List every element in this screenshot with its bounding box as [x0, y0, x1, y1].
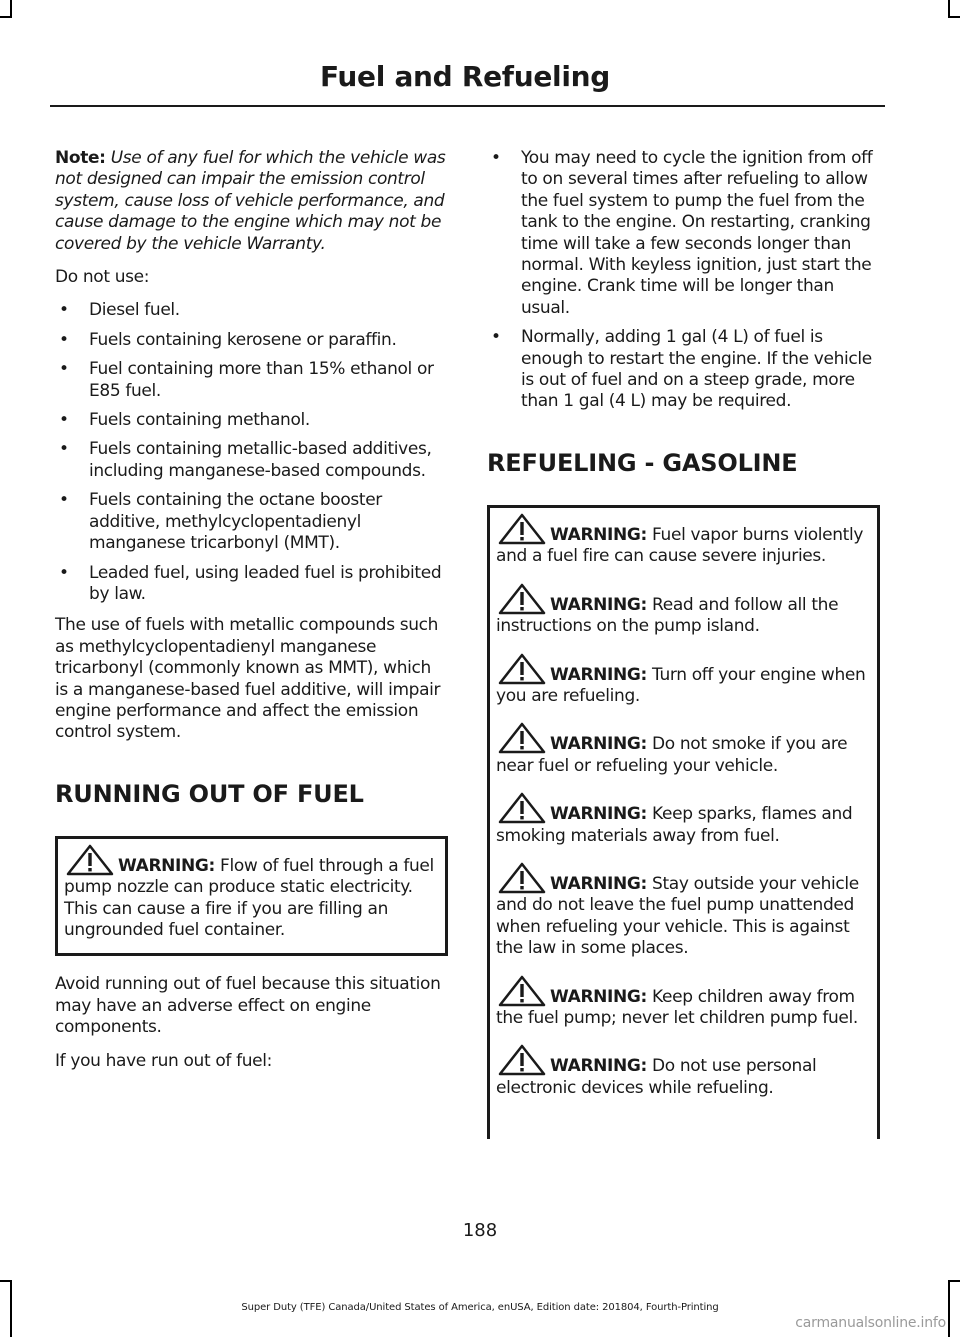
note-label: Note: — [55, 148, 106, 168]
warning-text: Flow of fuel through a fuel pump nozzle can produce static electricity. This can cause a fire if you are filling an ungrounded fuel container. — [64, 855, 434, 940]
watermark: carmanualsonline.info — [795, 1315, 946, 1331]
bullet: • — [59, 562, 69, 583]
warning-label: WARNING: — [550, 594, 647, 615]
warning-label: WARNING: — [550, 664, 647, 685]
crop-mark — [948, 16, 960, 18]
note-paragraph — [55, 148, 448, 255]
warning-triangle-icon — [496, 512, 548, 546]
list-item-text: Normally, adding 1 gal (4 L) of fuel is enough to restart the engine. If the vehicle is out of fuel and on a steep grade, more than 1 gal (4 L) may be required. — [521, 327, 872, 412]
running-out-heading: RUNNING OUT OF FUEL — [55, 779, 364, 808]
page-number: 188 — [462, 1220, 498, 1241]
list-item-text: Leaded fuel, using leaded fuel is prohibited by law. — [89, 562, 442, 604]
warning-triangle-icon — [496, 974, 548, 1008]
bullet: • — [59, 439, 69, 460]
warning-box — [55, 836, 448, 957]
list-item — [487, 327, 880, 413]
list-item-text: Fuels containing kerosene or paraffin. — [89, 329, 397, 350]
warning-label: WARNING: — [550, 804, 647, 825]
right-column — [487, 148, 880, 1157]
list-item-text: Fuel containing more than 15% ethanol or E85 fuel. — [89, 359, 434, 401]
warning-label: WARNING: — [550, 734, 647, 755]
list-item — [55, 410, 448, 431]
list-item-text: Fuels containing the octane booster additive, methylcyclopentadienyl manganese tricarbonyl (MMT). — [89, 490, 382, 554]
list-item-text: Fuels containing methanol. — [89, 410, 310, 431]
warning-label: WARNING: — [118, 855, 215, 876]
warning-item — [64, 843, 439, 942]
list-item — [55, 330, 448, 351]
warning-triangle-icon — [496, 1043, 548, 1077]
refueling-heading: REFUELING - GASOLINE — [487, 448, 798, 477]
warning-item — [496, 791, 871, 847]
list-item — [55, 300, 448, 321]
crop-mark — [0, 1280, 12, 1282]
warning-text: Keep sparks, flames and smoking materials away from fuel. — [496, 804, 853, 846]
list-item — [55, 563, 448, 606]
bullet: • — [491, 327, 501, 348]
warning-item — [496, 861, 871, 960]
warning-item — [496, 582, 871, 638]
list-item-text: Fuels containing metallic-based additives, including manganese-based compounds. — [89, 439, 432, 481]
list-item-text: You may need to cycle the ignition from off to on several times after refueling to allow the fuel system to pump the fuel from the tank to the engine. On restarting, cranking time will take a few seconds longer than normal. With keyless ignition, just start the engine. Crank time will be longer than usual. — [521, 148, 873, 318]
header-divider — [50, 105, 885, 107]
bullet: • — [59, 490, 69, 511]
crop-mark — [948, 1280, 960, 1282]
warning-box — [487, 505, 880, 1139]
warning-triangle-icon — [496, 791, 548, 825]
warning-text: Do not smoke if you are near fuel or refueling your vehicle. — [496, 734, 848, 776]
metallic-compounds-paragraph: The use of fuels with metallic compounds such as methylcyclopentadienyl manganese tricarbonyl (commonly known as MMT), which is a manganese-based fuel additive, will impair engine performance and affect the emission control system. — [55, 615, 441, 743]
do-not-use-label: Do not use: — [55, 267, 150, 288]
warning-text: Fuel vapor burns violently and a fuel fire can cause severe injuries. — [496, 524, 864, 567]
warning-triangle-icon — [496, 582, 548, 616]
run-out-paragraph: If you have run out of fuel: — [55, 1050, 273, 1071]
list-item — [55, 359, 448, 402]
warning-triangle-icon — [496, 721, 548, 755]
bullet: • — [59, 359, 69, 380]
warning-item — [496, 974, 871, 1030]
left-column — [55, 148, 448, 1084]
warning-triangle-icon — [64, 843, 116, 877]
list-item-text: Diesel fuel. — [89, 300, 180, 321]
page-title: Fuel and Refueling — [319, 60, 610, 93]
warning-text: Turn off your engine when you are refueling. — [496, 664, 866, 706]
warning-label: WARNING: — [550, 986, 647, 1007]
do-not-use-list — [55, 300, 448, 605]
warning-text: Keep children away from the fuel pump; never let children pump fuel. — [496, 986, 858, 1028]
list-item — [487, 148, 880, 319]
warning-label: WARNING: — [550, 524, 647, 545]
bullet: • — [59, 329, 69, 350]
footer-edition-text: Super Duty (TFE) Canada/United States of America, enUSA, Edition date: 201804, Fourth-Printing — [241, 1302, 719, 1313]
warning-text: Stay outside your vehicle and do not leave the fuel pump unattended when refueling your vehicle. This is against the law in some places. — [496, 873, 859, 959]
bullet: • — [491, 148, 501, 168]
note-text: Use of any fuel for which the vehicle was not designed can impair the emission control system, cause loss of vehicle performance, and cause damage to the engine which may not be covered by the vehicle Warranty. — [55, 148, 446, 254]
list-item — [55, 439, 448, 482]
warning-label: WARNING: — [550, 1056, 647, 1077]
warning-triangle-icon — [496, 652, 548, 686]
warning-triangle-icon — [496, 861, 548, 895]
crop-mark — [0, 16, 12, 18]
warning-item — [496, 652, 871, 708]
warning-item — [496, 512, 871, 568]
warning-item — [496, 721, 871, 777]
run-out-list — [487, 148, 880, 413]
warning-text: Read and follow all the instructions on the pump island. — [496, 594, 839, 637]
warning-text: Do not use personal electronic devices while refueling. — [496, 1056, 817, 1098]
warning-item — [496, 1043, 871, 1099]
avoid-paragraph: Avoid running out of fuel because this situation may have an adverse effect on engine components. — [55, 974, 441, 1038]
bullet: • — [59, 300, 69, 321]
list-item — [55, 490, 448, 554]
bullet: • — [59, 410, 69, 431]
warning-label: WARNING: — [550, 873, 647, 894]
